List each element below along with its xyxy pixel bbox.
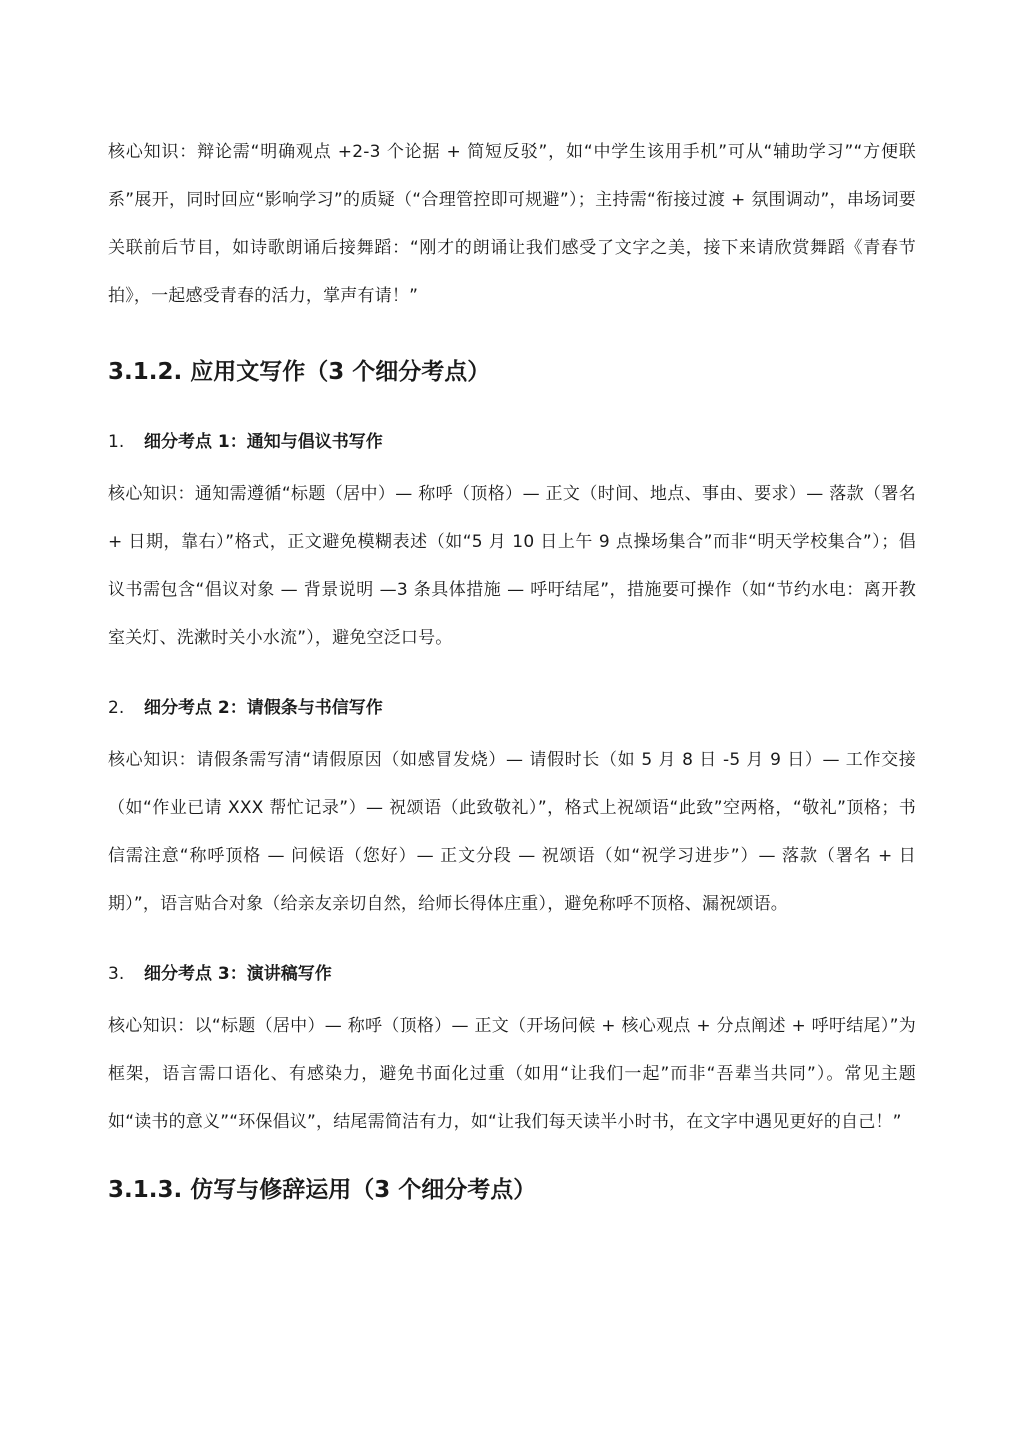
subpoint-title: 细分考点 1：通知与倡议书写作 [144, 432, 383, 452]
subpoint-title: 细分考点 3：演讲稿写作 [144, 964, 332, 984]
subpoint-title: 细分考点 2：请假条与书信写作 [144, 698, 383, 718]
subpoint-number: 1. [108, 432, 125, 452]
subpoint-number: 2. [108, 698, 125, 718]
subpoint-heading-1 [108, 418, 916, 466]
intro-paragraph: 核心知识：辩论需“明确观点 +2-3 个论据 + 简短反驳”，如“中学生该用手机”可从“辅助学习”“方便联系”展开，同时回应“影响学习”的质疑（“合理管控即可规避”）；主持需“衔接过渡 + 氛围调动”，串场词要关联前后节目，如诗歌朗诵后接舞蹈：“刚才的朗诵让我们感受了文字之美，接下来请欣赏舞蹈《青春节拍》，一起感受青春的活力，掌声有请！” [108, 142, 916, 306]
subpoint-body-1: 核心知识：通知需遵循“标题（居中）— 称呼（顶格）— 正文（时间、地点、事由、要求）— 落款（署名 + 日期，靠右）”格式，正文避免模糊表述（如“5 月 10 日上午 9 点操场集合”而非“明天学校集合”）；倡议书需包含“倡议对象 — 背景说明 —3 条具体措施 — 呼吁结尾”，措施要可操作（如“节约水电：离开教室关灯、洗漱时关小水流”），避免空泛口号。 [108, 484, 916, 648]
subpoint-number: 3. [108, 964, 125, 984]
section-title-3-1-3: 3.1.3. 仿写与修辞运用（3 个细分考点） [108, 1177, 537, 1203]
subpoint-heading-2 [108, 684, 916, 732]
section-title-3-1-2: 3.1.2. 应用文写作（3 个细分考点） [108, 359, 491, 385]
subpoint-body-2: 核心知识：请假条需写清“请假原因（如感冒发烧）— 请假时长（如 5 月 8 日 -5 月 9 日）— 工作交接（如“作业已请 XXX 帮忙记录”）— 祝颂语（此致敬礼）”，格式上祝颂语“此致”空两格，“敬礼”顶格；书信需注意“称呼顶格 — 问候语（您好）— 正文分段 — 祝颂语（如“祝学习进步”）— 落款（署名 + 日期）”，语言贴合对象（给亲友亲切自然，给师长得体庄重），避免称呼不顶格、漏祝颂语。 [108, 750, 916, 914]
subpoint-body-3: 核心知识：以“标题（居中）— 称呼（顶格）— 正文（开场问候 + 核心观点 + 分点阐述 + 呼吁结尾）”为框架，语言需口语化、有感染力，避免书面化过重（如用“让我们一起”而非“吾辈当共同”）。常见主题如“读书的意义”“环保倡议”，结尾需简洁有力，如“让我们每天读半小时书，在文字中遇见更好的自己！” [108, 1016, 916, 1132]
subpoint-heading-3 [108, 950, 916, 998]
